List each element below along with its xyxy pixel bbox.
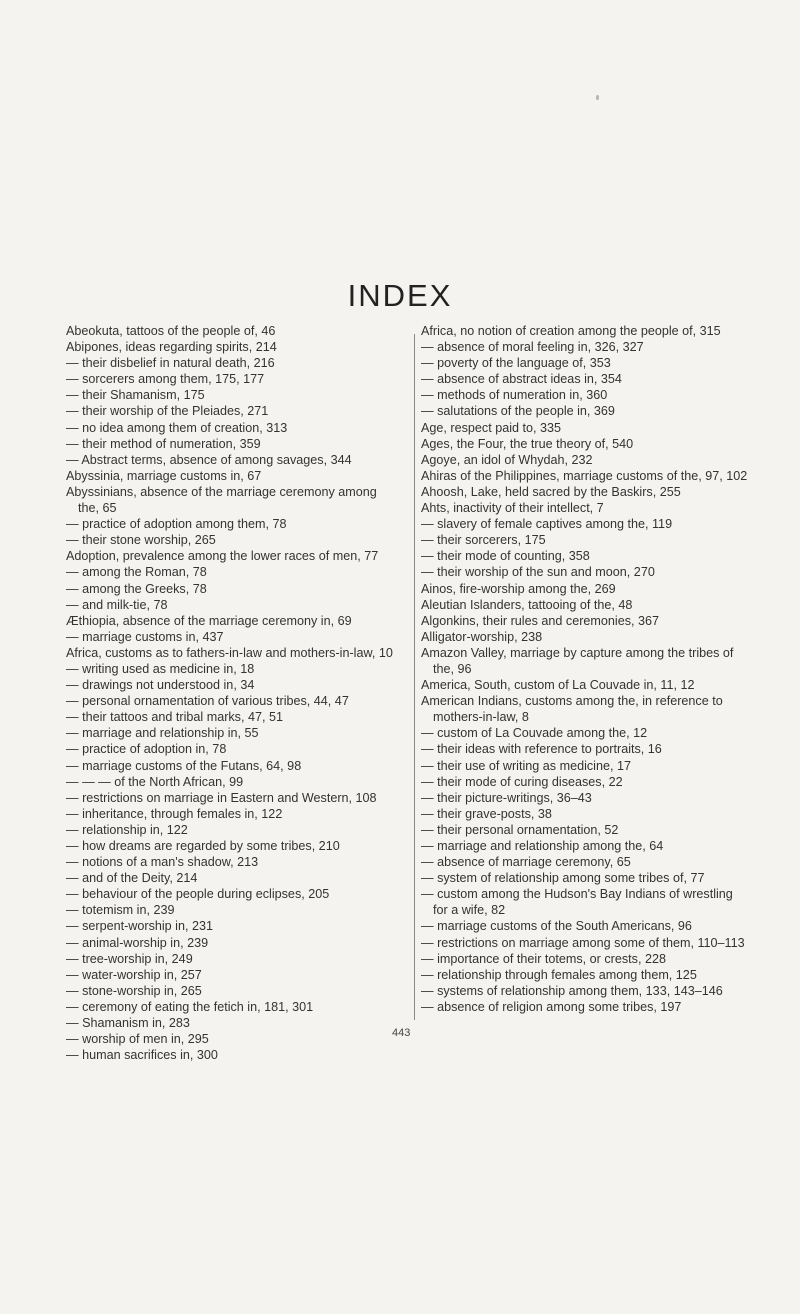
index-entry: Abipones, ideas regarding spirits, 214 <box>66 340 277 355</box>
index-entry: Ahiras of the Philippines, marriage customs of the, 97, 102 <box>421 468 748 483</box>
index-entry: Amazon Valley, marriage by capture among the tribes of the, 96 <box>421 645 734 676</box>
index-entry: — stone-worship in, 265 <box>66 983 202 998</box>
index-column-left <box>66 323 396 1063</box>
index-entry: — their picture-writings, 36–43 <box>421 790 592 805</box>
page-title: INDEX <box>347 278 453 313</box>
index-entry: Aleutian Islanders, tattooing of the, 48 <box>421 597 633 612</box>
index-entry: — restrictions on marriage among some of them, 110–113 <box>421 935 745 950</box>
index-entry: — marriage customs of the South Americans, 96 <box>421 919 692 934</box>
index-entry: — serpent-worship in, 231 <box>66 919 213 934</box>
index-entry: Ainos, fire-worship among the, 269 <box>421 581 616 596</box>
index-entry: — slavery of female captives among the, 119 <box>421 517 673 532</box>
index-entry: Africa, customs as to fathers-in-law and mothers-in-law, 10 <box>66 645 393 660</box>
index-entry: — — — of the North African, 99 <box>66 774 244 789</box>
index-entry: — their stone worship, 265 <box>66 533 216 548</box>
index-entry: — restrictions on marriage in Eastern and Western, 108 <box>66 790 377 805</box>
index-entry: — how dreams are regarded by some tribes, 210 <box>66 839 340 853</box>
index-entry: — sorcerers among them, 175, 177 <box>66 372 265 387</box>
index-entry: Abyssinians, absence of the marriage ceremony among the, 65 <box>66 484 377 516</box>
index-entry: — their ideas with reference to portraits, 16 <box>421 742 662 757</box>
index-entry: — their worship of the sun and moon, 270 <box>421 565 655 580</box>
index-column-right <box>421 323 749 1015</box>
index-entry: Ahts, inactivity of their intellect, 7 <box>421 501 604 516</box>
index-entry: — human sacrifices in, 300 <box>66 1048 218 1063</box>
page-number: 443 <box>392 1027 411 1039</box>
index-entry: — among the Roman, 78 <box>66 565 207 580</box>
index-entry: — methods of numeration in, 360 <box>421 388 608 403</box>
index-entry: — custom among the Hudson's Bay Indians of wrestling for a wife, 82 <box>421 887 733 918</box>
index-entry: — their method of numeration, 359 <box>66 436 261 451</box>
index-entry: Æthiopia, absence of the marriage ceremony in, 69 <box>66 613 352 628</box>
index-entry: — Abstract terms, absence of among savages, 344 <box>66 452 352 467</box>
index-entry: Ahoosh, Lake, held sacred by the Baskirs, 255 <box>421 484 681 499</box>
index-entry: Abyssinia, marriage customs in, 67 <box>66 468 262 483</box>
index-entry: — behaviour of the people during eclipses, 205 <box>66 887 330 902</box>
index-entry: — writing used as medicine in, 18 <box>66 661 255 676</box>
index-entry: — totemism in, 239 <box>66 903 175 918</box>
index-entry: — their Shamanism, 175 <box>66 388 205 403</box>
index-entry: — custom of La Couvade among the, 12 <box>421 726 648 741</box>
index-entry: — systems of relationship among them, 133, 143–146 <box>421 983 723 998</box>
index-entry: — marriage and relationship in, 55 <box>66 726 259 741</box>
index-entry: — marriage customs of the Futans, 64, 98 <box>66 758 302 773</box>
index-entry: — their mode of counting, 358 <box>421 549 590 564</box>
index-entry: — their sorcerers, 175 <box>421 533 546 548</box>
index-entry: — absence of moral feeling in, 326, 327 <box>421 340 644 355</box>
index-entry: — their use of writing as medicine, 17 <box>421 758 631 773</box>
index-entry: — tree-worship in, 249 <box>66 951 193 966</box>
index-entry: — ceremony of eating the fetich in, 181, 301 <box>66 999 314 1014</box>
index-entry: America, South, custom of La Couvade in, 11, 12 <box>421 678 695 693</box>
index-entry: — no idea among them of creation, 313 <box>66 420 288 435</box>
index-entry: Age, respect paid to, 335 <box>421 420 562 435</box>
index-entry: — and milk-tie, 78 <box>66 597 168 612</box>
index-entry: — importance of their totems, or crests, 228 <box>421 951 666 966</box>
index-entry: — their personal ornamentation, 52 <box>421 822 619 837</box>
index-entry: — notions of a man's shadow, 213 <box>66 855 259 870</box>
index-entry: — their disbelief in natural death, 216 <box>66 356 275 371</box>
index-entry: — relationship through females among them, 125 <box>421 967 697 982</box>
index-entry: — practice of adoption among them, 78 <box>66 517 287 532</box>
index-entry: Abeokuta, tattoos of the people of, 46 <box>66 324 276 338</box>
index-entry: Alligator-worship, 238 <box>421 629 543 644</box>
index-entry: Adoption, prevalence among the lower races of men, 77 <box>66 549 379 564</box>
index-entry: — their mode of curing diseases, 22 <box>421 774 623 789</box>
index-entry: — Shamanism in, 283 <box>66 1016 190 1031</box>
index-entry: — their tattoos and tribal marks, 47, 51 <box>66 710 283 725</box>
paper-speck <box>596 95 599 100</box>
index-entry: — salutations of the people in, 369 <box>421 404 615 419</box>
column-divider <box>414 334 415 1020</box>
index-entry: Agoye, an idol of Whydah, 232 <box>421 452 593 467</box>
index-entry: — their grave-posts, 38 <box>421 806 552 821</box>
index-entry: — absence of marriage ceremony, 65 <box>421 855 631 870</box>
index-entry: — drawings not understood in, 34 <box>66 678 255 693</box>
index-entry: Algonkins, their rules and ceremonies, 367 <box>421 613 660 628</box>
index-entry: — their worship of the Pleiades, 271 <box>66 404 269 419</box>
index-entry: — marriage and relationship among the, 64 <box>421 839 664 853</box>
index-entry: American Indians, customs among the, in reference to mothers-in-law, 8 <box>421 694 723 725</box>
index-entry: Ages, the Four, the true theory of, 540 <box>421 436 634 451</box>
index-entry: — and of the Deity, 214 <box>66 871 198 886</box>
index-entry: — marriage customs in, 437 <box>66 629 224 644</box>
index-entry: — among the Greeks, 78 <box>66 581 207 596</box>
index-entry: — absence of abstract ideas in, 354 <box>421 372 622 387</box>
index-entry: Africa, no notion of creation among the people of, 315 <box>421 324 721 338</box>
index-entry: — animal-worship in, 239 <box>66 935 209 950</box>
index-entry: — personal ornamentation of various tribes, 44, 47 <box>66 694 349 709</box>
index-entry: — practice of adoption in, 78 <box>66 742 227 757</box>
index-entry: — inheritance, through females in, 122 <box>66 806 283 821</box>
index-entry: — worship of men in, 295 <box>66 1032 209 1047</box>
index-entry: — poverty of the language of, 353 <box>421 356 611 371</box>
index-entry: — system of relationship among some tribes of, 77 <box>421 871 705 886</box>
index-entry: — relationship in, 122 <box>66 822 188 837</box>
index-entry: — water-worship in, 257 <box>66 967 202 982</box>
index-entry: — absence of religion among some tribes, 197 <box>421 999 682 1014</box>
